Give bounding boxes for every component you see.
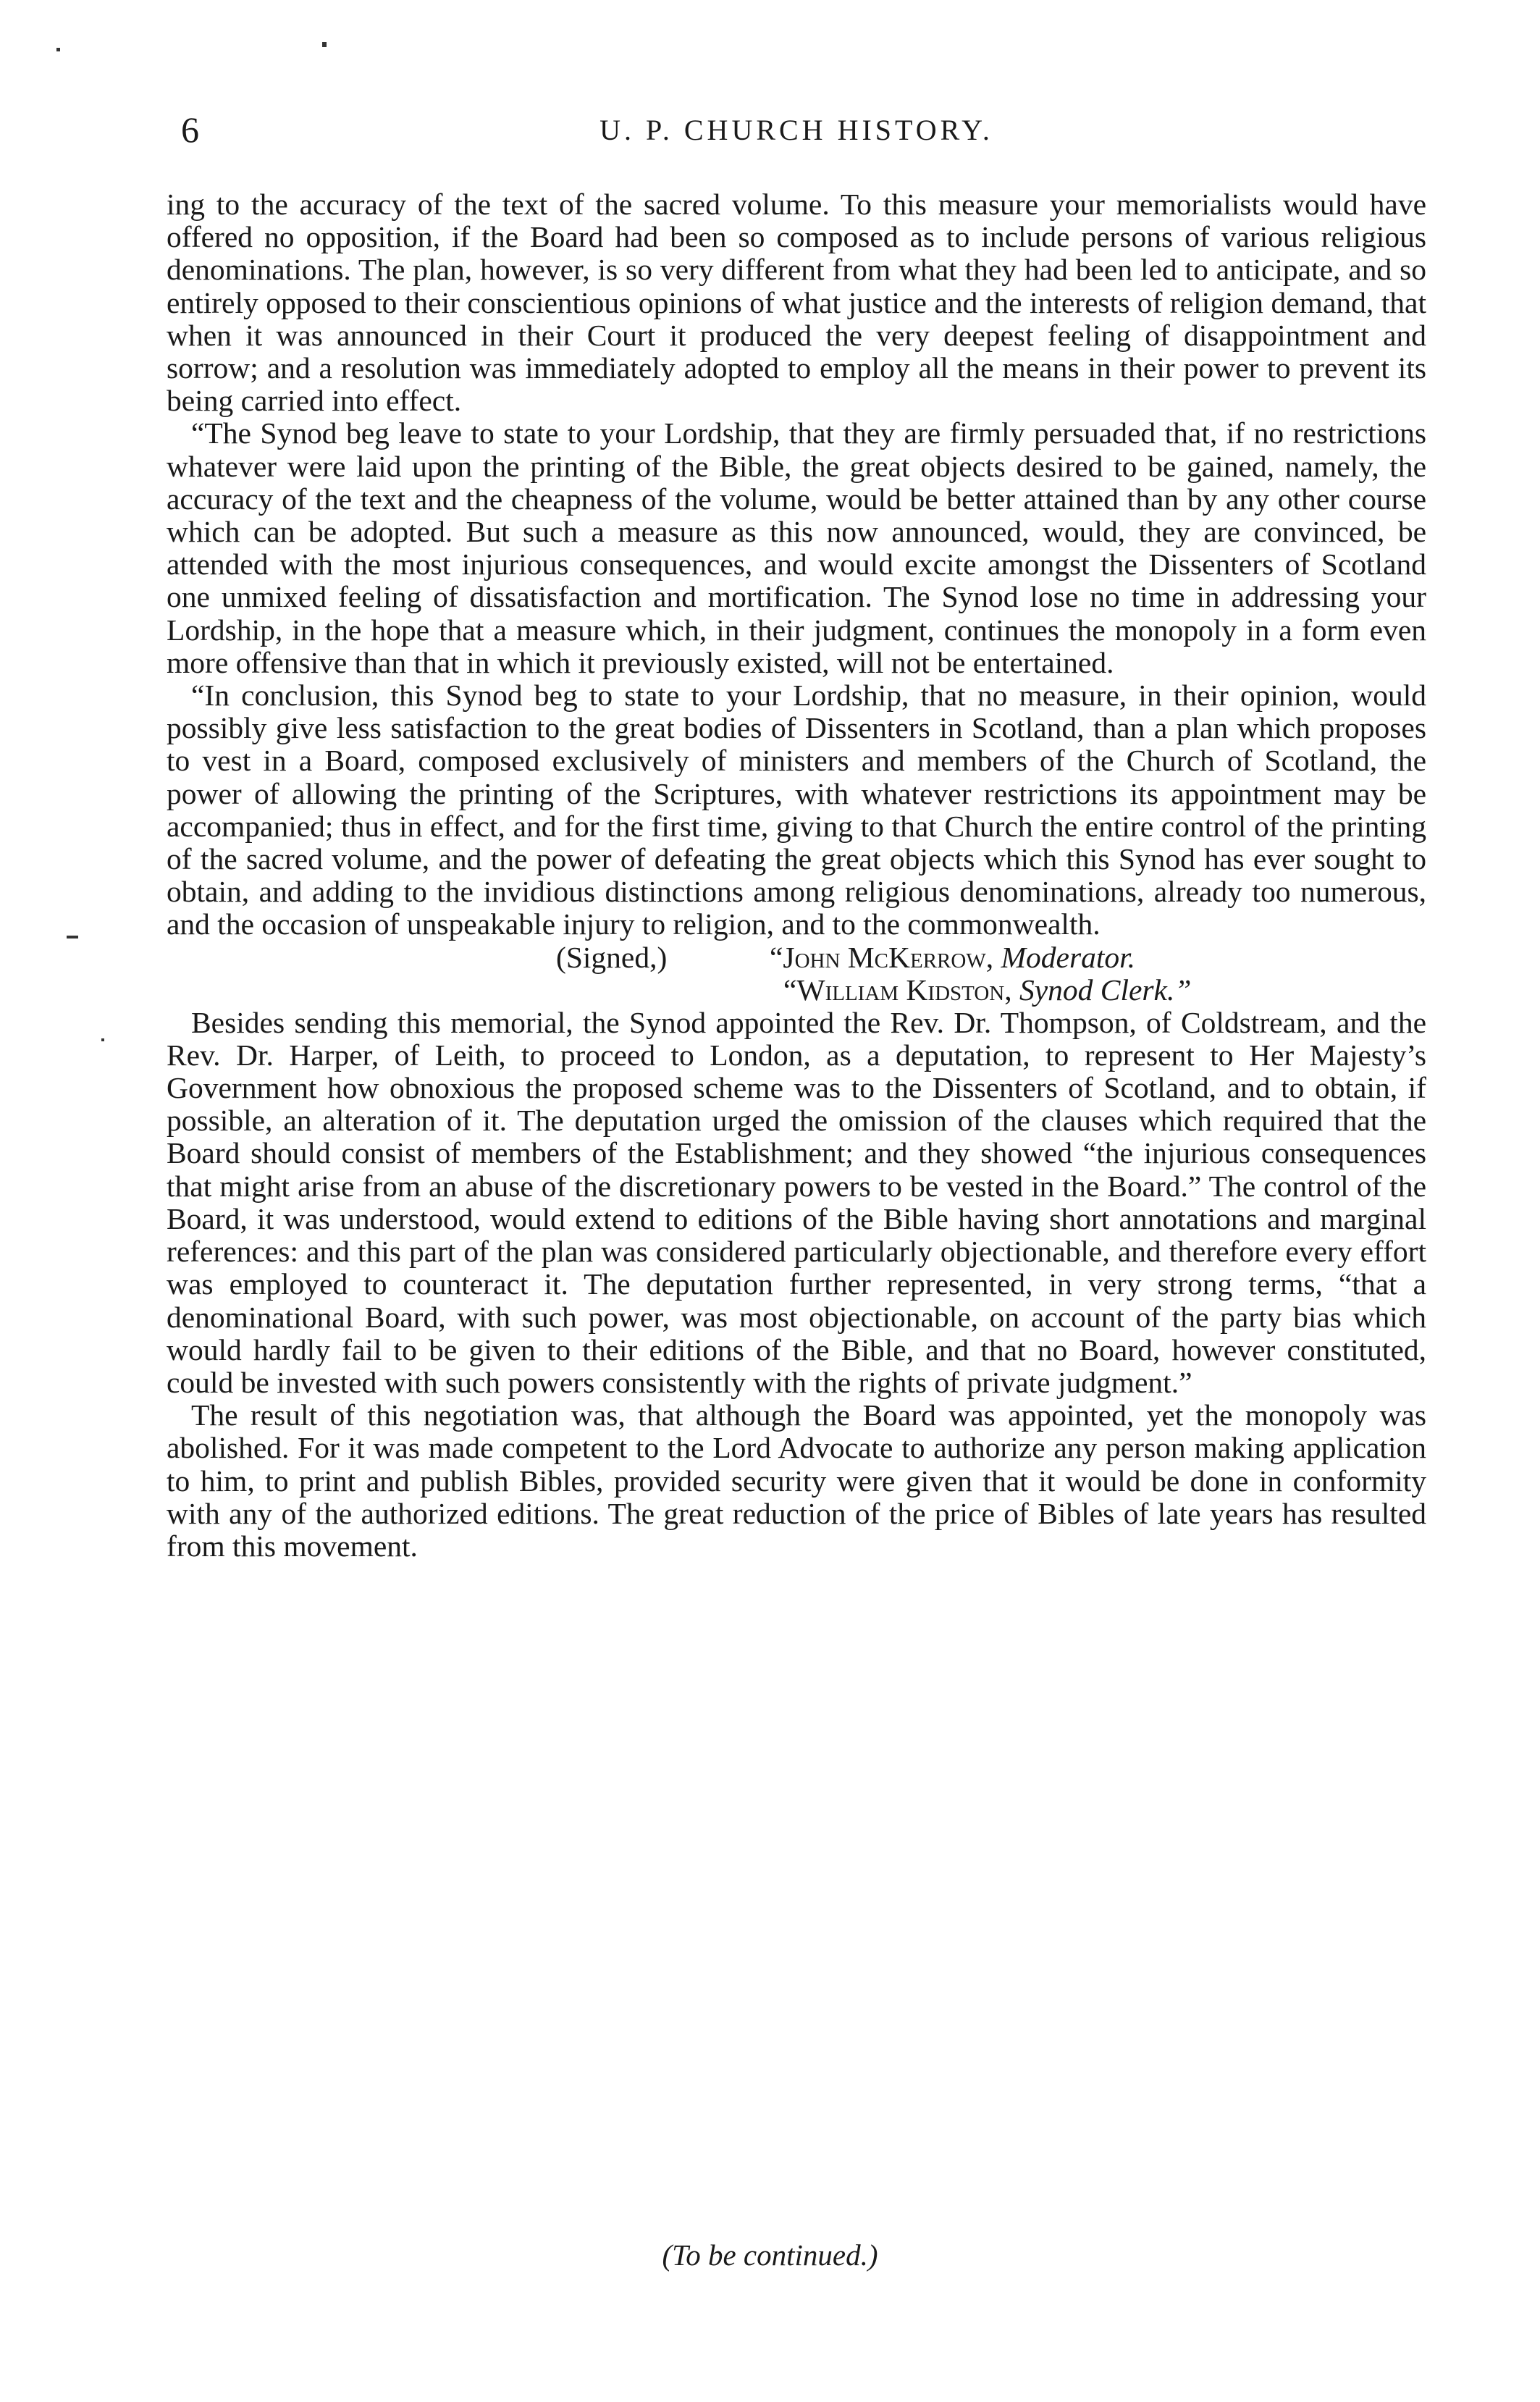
signatory-title: Synod Clerk.” <box>1019 973 1192 1007</box>
margin-mark <box>322 42 327 47</box>
signature-line-clerk <box>783 974 1191 1007</box>
signatory-name: “William Kidston, <box>783 973 1012 1007</box>
running-head: U. P. CHURCH HISTORY. <box>599 114 993 146</box>
page-header <box>167 109 1426 167</box>
margin-mark <box>67 936 78 938</box>
body-text <box>167 188 1426 1563</box>
signature-label: (Signed,) <box>556 940 668 974</box>
to-be-continued-note: (To be continued.) <box>662 2238 878 2272</box>
margin-mark <box>101 1038 104 1041</box>
page-number: 6 <box>181 109 199 150</box>
signature-block <box>167 941 1426 1007</box>
paragraph: “In conclusion, this Synod beg to state to your Lordship, that no measure, in their opinion, would possibly give less satisfaction to the great bodies of Dissenters in Scotland, than a plan which proposes to vest in a Board, composed exclusively of ministers and members of the Church of Scotland, the power of allowing the printing of the Scriptures, with whatever restrictions its appointment may be accompanied; thus in effect, and for the first time, giving to that Church the entire control of the printing of the sacred volume, and the power of defeating the great objects which this Synod has ever sought to obtain, and adding to the invidious distinctions among religious denominations, already too numerous, and the occasion of unspeakable injury to religion, and to the commonwealth. <box>167 679 1426 941</box>
paragraph: ing to the accuracy of the text of the sacred volume. To this measure your memorialists would have offered no opposition, if the Board had been so composed as to include persons of various religious denominations. The plan, however, is so very different from what they had been led to anticipate, and so entirely opposed to their conscientious opinions of what justice and the interests of religion demand, that when it was announced in their Court it produced the very deepest feeling of disappointment and sorrow; and a resolution was immediately adopted to employ all the means in their power to prevent its being carried into effect. <box>167 188 1426 418</box>
paragraph: “The Synod beg leave to state to your Lordship, that they are firmly persuaded that, if no restrictions whatever were laid upon the printing of the Bible, the great objects desired to be gained, namely, the accuracy of the text and the cheapness of the volume, would be better attained than by any other course which can be adopted. But such a measure as this now announced, would, they are convinced, be attended with the most injurious consequences, and would excite amongst the Dissenters of Scotland one unmixed feeling of dissatisfaction and mortification. The Synod lose no time in addressing your Lordship, in the hope that a measure which, in their judgment, continues the monopoly in a form even more offensive than that in which it previously existed, will not be entertained. <box>167 416 1426 679</box>
margin-mark <box>56 48 60 51</box>
paragraph: The result of this negotiation was, that although the Board was appointed, yet the monopoly was abolished. For it was made competent to the Lord Advocate to authorize any person making application to him, to print and publish Bibles, provided security were given that it would be done in conformity with any of the authorized editions. The great reduction of the price of Bibles of late years has resulted from this movement. <box>167 1398 1426 1563</box>
signatory-title: Moderator. <box>1001 940 1136 974</box>
signature-line-moderator <box>770 941 1135 974</box>
signatory-name: “John McKerrow, <box>770 940 994 974</box>
paragraph: Besides sending this memorial, the Synod appointed the Rev. Dr. Thompson, of Coldstream, and the Rev. Dr. Harper, of Leith, to proceed to London, as a deputation, to represent to Her Majesty’s Government how obnoxious the proposed scheme was to the Dissenters of Scotland, and to obtain, if possible, an alteration of it. The deputation urged the omission of the clauses which required that the Board should consist of members of the Establishment; and they showed “the injurious consequences that might arise from an abuse of the discretionary powers to be vested in the Board.” The control of the Board, it was understood, would extend to editions of the Bible having short annotations and marginal references: and this part of the plan was considered particularly objectionable, and therefore every effort was employed to counteract it. The deputation further represented, in very strong terms, “that a denominational Board, with such power, was most objectionable, on account of the party bias which would hardly fail to be given to their editions of the Bible, and that no Board, however constituted, could be invested with such powers consistently with the rights of private judgment.” <box>167 1005 1426 1399</box>
